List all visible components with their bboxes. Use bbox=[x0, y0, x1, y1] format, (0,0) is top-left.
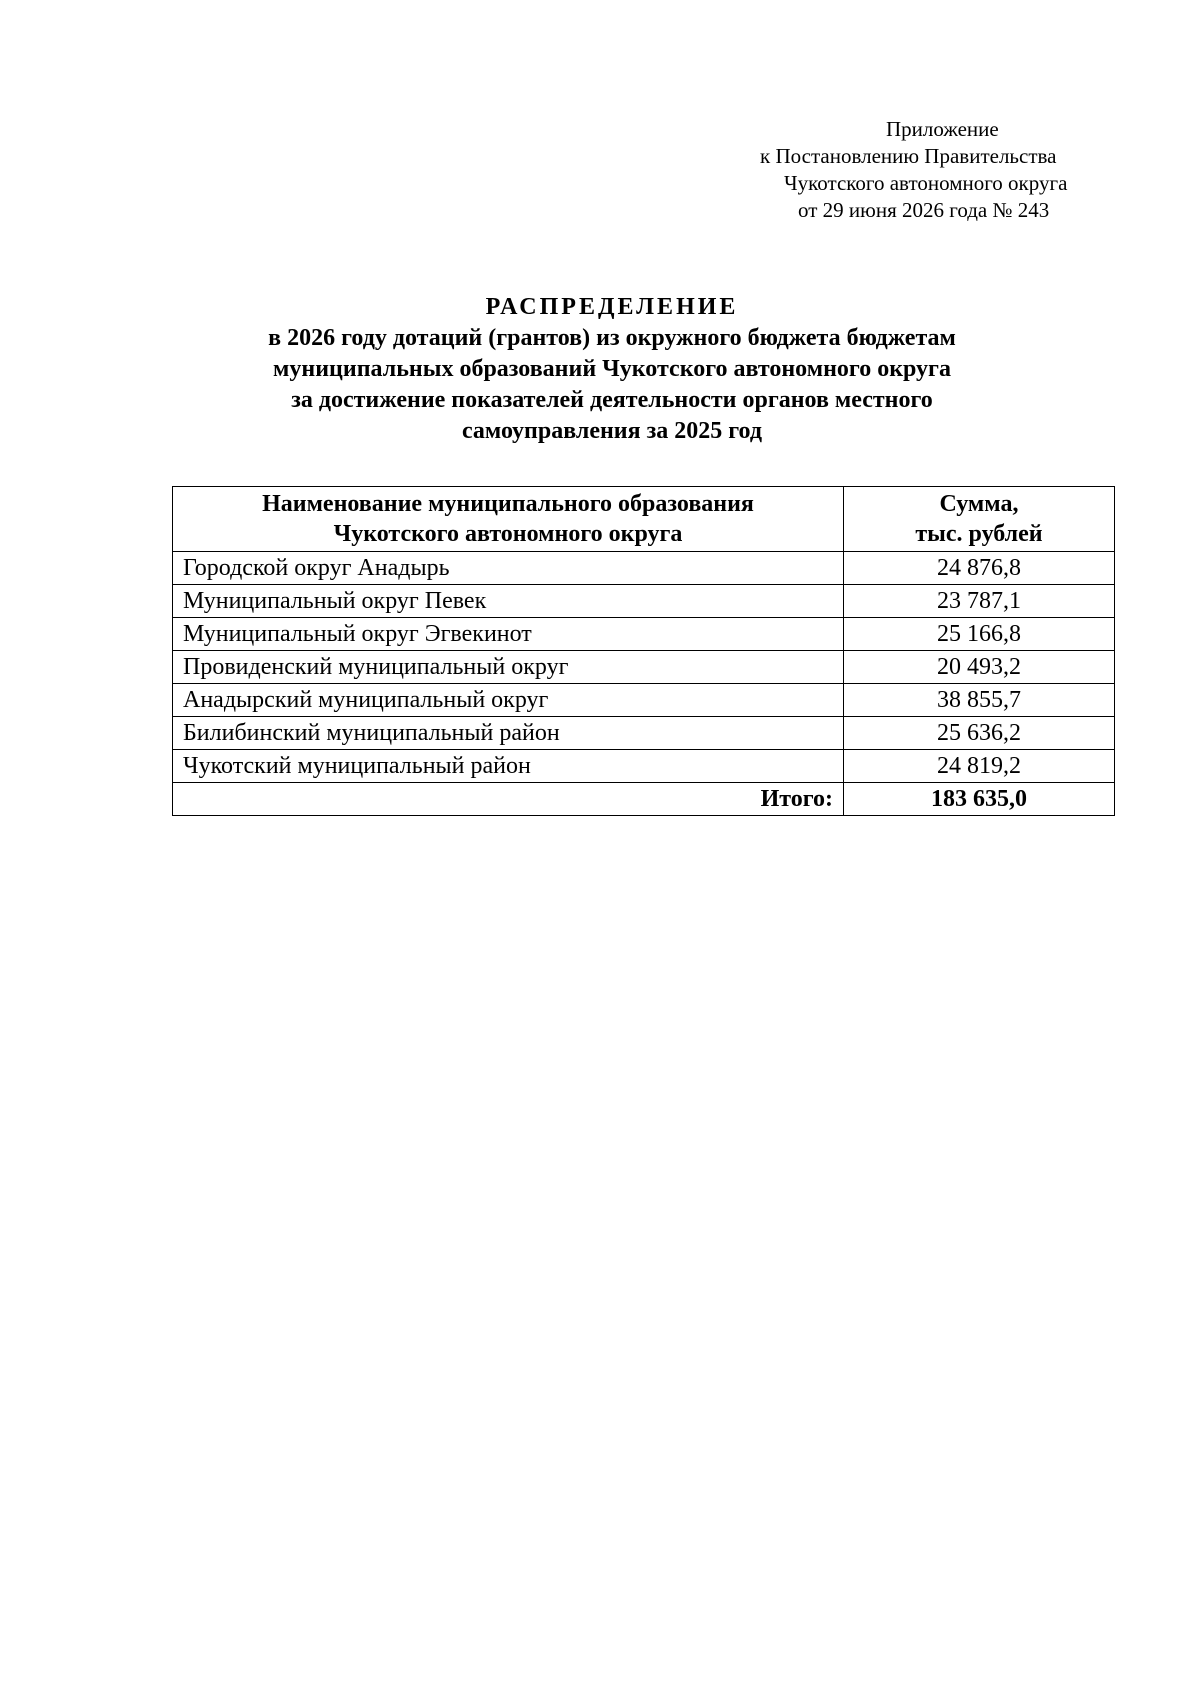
table-row bbox=[173, 585, 1115, 618]
total-label: Итого: bbox=[173, 783, 844, 816]
document-title bbox=[120, 292, 1104, 447]
header-sum-line-2: тыс. рублей bbox=[915, 521, 1043, 547]
header-sum-line-1: Сумма, bbox=[939, 491, 1019, 517]
title-heading: РАСПРЕДЕЛЕНИЕ bbox=[485, 294, 739, 320]
row-name: Городской округ Анадырь bbox=[173, 552, 844, 585]
header-name bbox=[173, 487, 844, 552]
table-row bbox=[173, 651, 1115, 684]
table-row bbox=[173, 684, 1115, 717]
appendix-label: Приложение bbox=[886, 117, 999, 141]
row-sum: 24 876,8 bbox=[844, 552, 1115, 585]
appendix-region-line: Чукотского автономного округа bbox=[784, 171, 1068, 195]
grants-table bbox=[172, 486, 1115, 816]
header-name-line-1: Наименование муниципального образования bbox=[262, 491, 754, 517]
title-line-2: муниципальных образований Чукотского автономного округа bbox=[273, 356, 951, 382]
table-row bbox=[173, 552, 1115, 585]
appendix-decree-line: к Постановлению Правительства bbox=[760, 144, 1057, 168]
row-name: Муниципальный округ Эгвекинот bbox=[173, 618, 844, 651]
table-row bbox=[173, 618, 1115, 651]
header-sum bbox=[844, 487, 1115, 552]
row-sum: 25 636,2 bbox=[844, 717, 1115, 750]
row-sum: 25 166,8 bbox=[844, 618, 1115, 651]
appendix-reference bbox=[660, 116, 1130, 224]
table-row bbox=[173, 717, 1115, 750]
row-name: Билибинский муниципальный район bbox=[173, 717, 844, 750]
total-row bbox=[173, 783, 1115, 816]
row-sum: 24 819,2 bbox=[844, 750, 1115, 783]
title-line-4: самоуправления за 2025 год bbox=[461, 418, 763, 444]
title-line-3: за достижение показателей деятельности органов местного bbox=[291, 387, 933, 413]
row-name: Провиденский муниципальный округ bbox=[173, 651, 844, 684]
total-value: 183 635,0 bbox=[844, 783, 1115, 816]
row-name: Муниципальный округ Певек bbox=[173, 585, 844, 618]
appendix-date-line: от 29 июня 2026 года № 243 bbox=[798, 198, 1050, 222]
table-header-row bbox=[173, 487, 1115, 552]
row-name: Чукотский муниципальный район bbox=[173, 750, 844, 783]
row-sum: 20 493,2 bbox=[844, 651, 1115, 684]
row-sum: 38 855,7 bbox=[844, 684, 1115, 717]
table-row bbox=[173, 750, 1115, 783]
row-sum: 23 787,1 bbox=[844, 585, 1115, 618]
row-name: Анадырский муниципальный округ bbox=[173, 684, 844, 717]
header-name-line-2: Чукотского автономного округа bbox=[333, 521, 683, 547]
title-line-1: в 2026 году дотаций (грантов) из окружного бюджета бюджетам bbox=[268, 325, 956, 351]
